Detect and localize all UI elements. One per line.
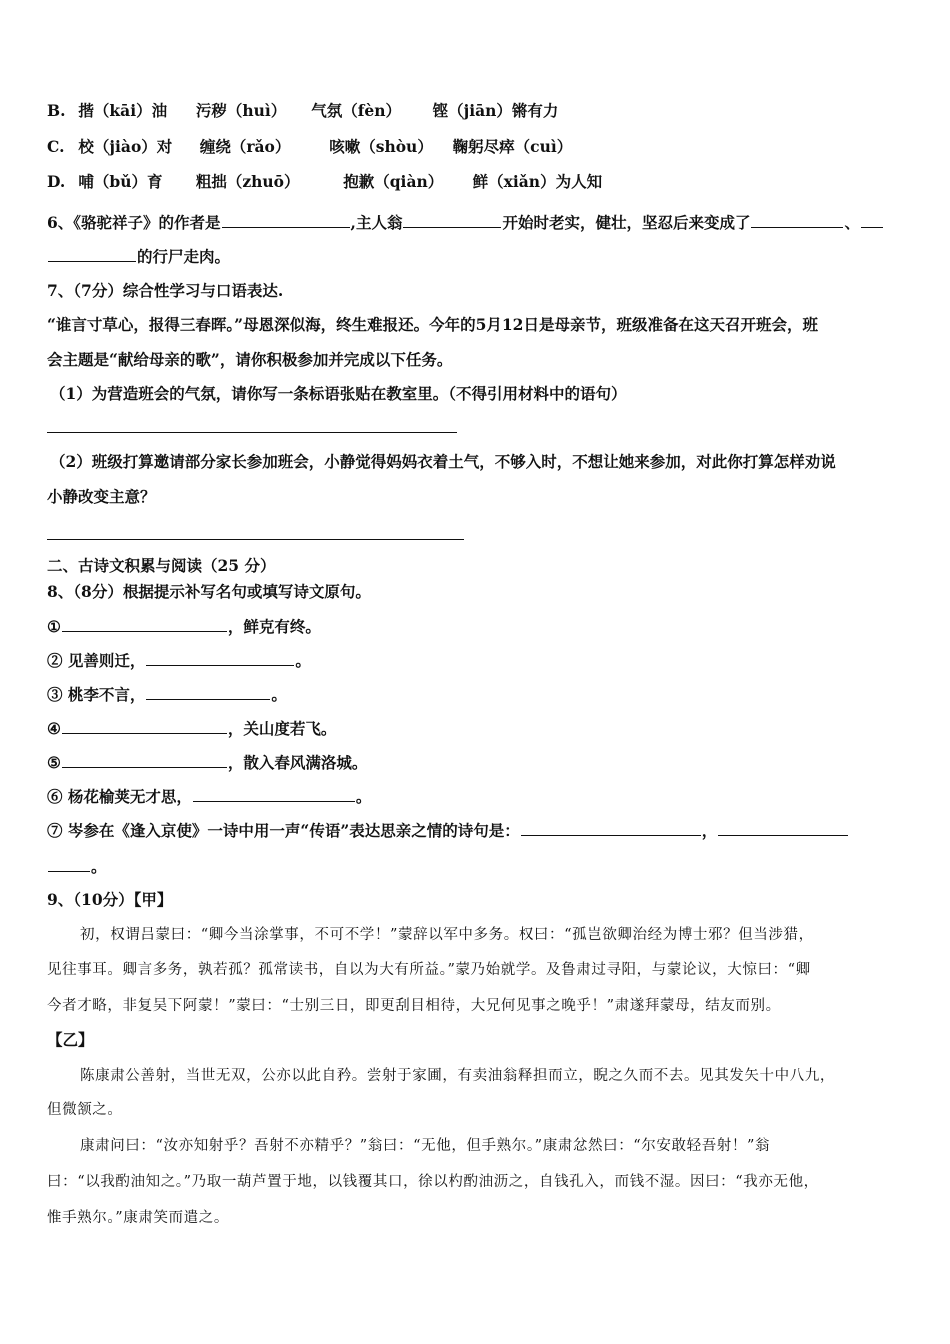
passage-jia: 初，权谓吕蒙曰：“卿今当涂掌事，不可不学！”蒙辞以军中多务。权曰：“孤岂欲卿治经为博士邪？但当涉猎， [80,927,814,943]
passage-yi: 但微颔之。 [47,1102,123,1118]
q8-item-1 [47,616,321,637]
q8-text: 。 [271,685,287,704]
option-item: 鞠躬尽瘁（cuì） [452,137,573,156]
answer-blank[interactable] [48,856,90,872]
passage-yi: 惟手熟尔。”康肃笑而遣之。 [47,1210,229,1226]
option-item: 抱歉（qiàn） [343,172,444,191]
q8-item-3 [47,684,287,705]
q8-item-2 [47,650,311,671]
passage-yi-label: 【乙】 [47,1030,94,1049]
option-item: 粗拙（zhuō） [195,172,300,191]
passage-yi: 康肃问曰：“汝亦知射乎？吾射不亦精乎？”翁曰：“无他，但手熟尔。”康肃忿然曰：“尔安敢轻吾射！”翁 [80,1138,771,1154]
q8-text: 。 [355,787,372,806]
answer-blank[interactable] [146,650,294,666]
answer-blank[interactable] [403,212,501,228]
q8-text: ，鲜克有终。 [227,617,321,636]
answer-blank[interactable] [861,212,883,228]
q8-text: ⑥ 杨花榆荚无才思， [47,787,192,806]
option-c [47,137,572,157]
q8-text: ② 见善则迁， [47,651,146,670]
option-letter: B. [47,101,66,120]
q6-text: 、 [844,213,860,232]
q6-text: 开始时老实，健壮，坚忍后来变成了 [502,213,751,232]
q8-item-4 [47,718,336,739]
answer-blank[interactable] [521,820,701,836]
q8-text: ，关山度若飞。 [227,719,337,738]
q8-text: ，散入春风满洛城。 [227,753,368,772]
q7-task-2: 小静改变主意？ [47,487,156,506]
question-6-line-2 [47,246,230,267]
question-8-title: 8、（8分）根据提示补写名句或填写诗文原句。 [47,582,371,601]
q8-text: ⑦ 岑参在《逢入京使》一诗中用一声“传语”表达思亲之情的诗句是： [47,821,520,840]
answer-blank[interactable] [62,752,227,768]
answer-line[interactable] [47,539,464,540]
q7-intro: 会主题是“献给母亲的歌”，请你积极参加并完成以下任务。 [47,350,453,369]
option-d [47,172,602,192]
q7-task-2: （2）班级打算邀请部分家长参加班会，小静觉得妈妈衣着土气，不够入时，不想让她来参加，对此你打算怎样劝说 [50,452,836,471]
option-item: 气氛（fèn） [311,101,402,120]
option-item: 哺（bǔ）育 [78,172,163,191]
option-item: 咳嗽（shòu） [329,137,433,156]
question-6-line-1 [47,212,884,233]
answer-blank[interactable] [62,616,227,632]
answer-blank[interactable] [193,786,355,802]
answer-blank[interactable] [62,718,227,734]
q8-mark: ① [47,617,61,636]
q6-text: 6、《骆驼祥子》的作者是 [47,213,221,232]
q8-mark: ④ [47,719,61,738]
passage-jia: 见往事耳。卿言多务，孰若孤？孤常读书，自以为大有所益。”蒙乃始就学。及鲁肃过寻阳，与蒙论议，大惊曰：“卿 [47,962,811,978]
option-item: 污秽（huì） [195,101,287,120]
q8-item-5 [47,752,367,773]
q8-item-6 [47,786,371,807]
q8-item-7-cont [47,856,107,877]
passage-yi: 陈康肃公善射，当世无双，公亦以此自矜。尝射于家圃，有卖油翁释担而立，睨之久而不去。见其发矢十中八九， [80,1068,835,1084]
passage-yi: 曰：“以我酌油知之。”乃取一葫芦置于地，以钱覆其口，徐以杓酌油沥之，自钱孔入，而钱不湿。因曰：“我亦无他， [47,1174,819,1190]
q8-text: ， [701,821,718,840]
option-letter: D. [47,172,66,191]
option-letter: C. [47,137,65,156]
q8-text: 。 [295,651,311,670]
q7-intro: “谁言寸草心，报得三春晖。”母恩深似海，终生难报还。今年的5月12日是母亲节，班级准备在这天召开班会，班 [47,315,818,334]
answer-blank[interactable] [222,212,350,228]
q8-mark: ⑤ [47,753,61,772]
question-9-title: 9、（10分）【甲】 [47,890,173,909]
answer-blank[interactable] [718,820,848,836]
answer-line[interactable] [47,432,457,433]
option-item: 校（jiào）对 [78,137,173,156]
option-b [47,101,558,121]
answer-blank[interactable] [146,684,270,700]
option-item: 缠绕（rǎo） [199,137,291,156]
q8-text: 。 [91,857,107,876]
option-item: 铿（jiān）锵有力 [432,101,559,120]
answer-blank[interactable] [751,212,843,228]
q7-task-1: （1）为营造班会的气氛，请你写一条标语张贴在教室里。（不得引用材料中的语句） [50,384,627,403]
question-7-title: 7、（7分）综合性学习与口语表达. [47,281,284,300]
q6-text: ,主人翁 [350,213,403,232]
option-item: 鲜（xiǎn）为人知 [472,172,603,191]
answer-blank[interactable] [48,246,136,262]
q6-text: 的行尸走肉。 [137,247,231,266]
option-item: 揩（kāi）油 [78,101,168,120]
q8-item-7 [47,820,849,841]
passage-jia: 今者才略，非复吴下阿蒙！”蒙曰：“士别三日，即更刮目相待，大兄何见事之晚乎！”肃遂拜蒙母，结友而别。 [47,998,781,1014]
q8-text: ③ 桃李不言， [47,685,146,704]
section-heading: 二、古诗文积累与阅读（25 分） [47,556,276,575]
